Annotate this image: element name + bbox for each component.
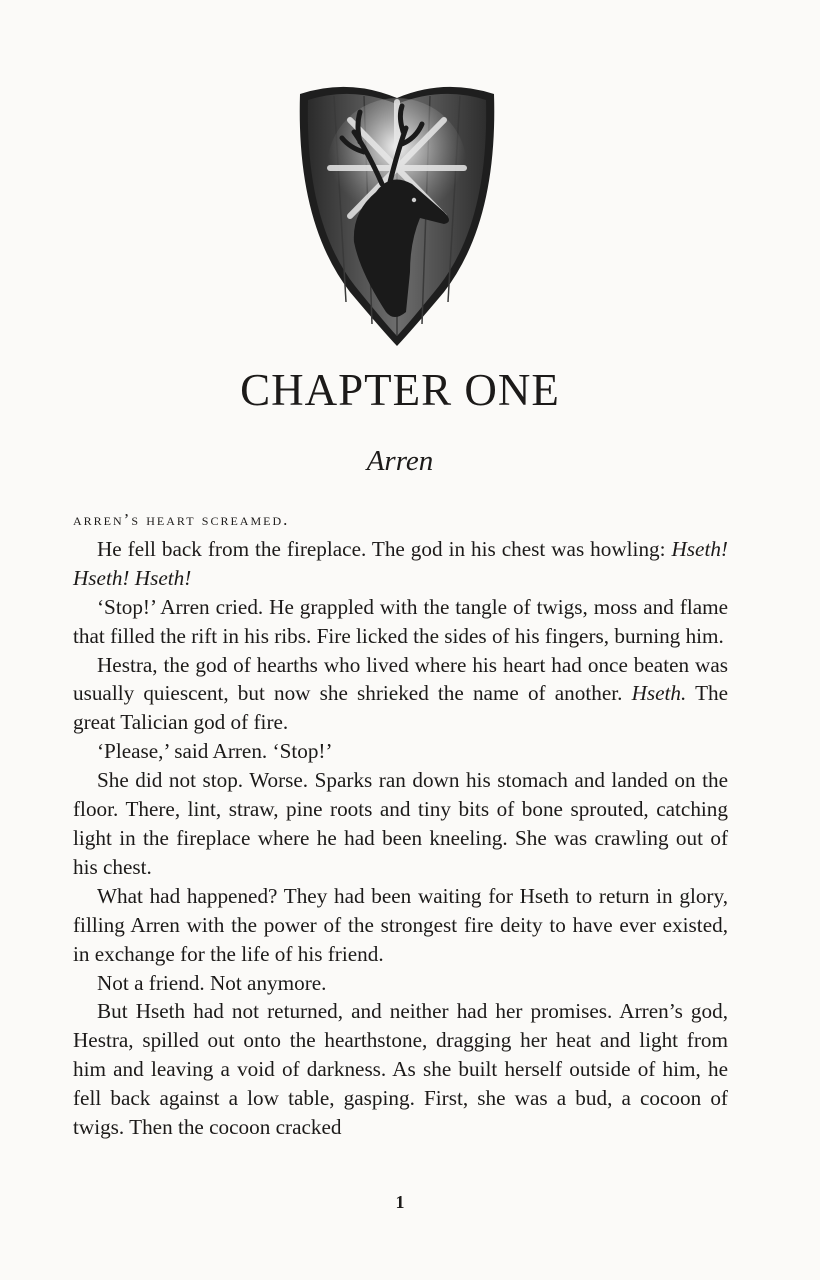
page-number: 1 bbox=[395, 1192, 405, 1212]
paragraph: ‘Stop!’ Arren cried. He grappled with the tangle of twigs, moss and flame that filled the rift in his ribs. Fire licked the sides of his fingers, burning him. bbox=[73, 594, 728, 648]
paragraph: Not a friend. Not anymore. bbox=[97, 970, 327, 995]
paragraph: But Hseth had not returned, and neither had her promises. Arren’s god, Hestra, spilled out onto the hearthstone, dragging her heat and light from him and leaving a void of darkness. As she built herself outside of him, he fell back against a low table, gasping. First, she was a bud, a cocoon of twigs. Then the cocoon cracked bbox=[73, 999, 728, 1140]
paragraph bbox=[73, 651, 728, 738]
paragraph: ‘Please,’ said Arren. ‘Stop!’ bbox=[97, 739, 333, 764]
paragraph-italic: Hseth! Hseth! Hseth! bbox=[73, 536, 728, 590]
stag-shield-crest-icon bbox=[294, 72, 500, 348]
paragraph: She did not stop. Worse. Sparks ran down his stomach and landed on the floor. There, lint, straw, pine roots and tiny bits of bone sprouted, catching light in the fireplace where he had been kneeling. She was crawling out of his chest. bbox=[73, 768, 728, 879]
paragraph bbox=[73, 535, 728, 593]
paragraph-text: He fell back from the fireplace. The god in his chest was howling: bbox=[97, 536, 666, 561]
chapter-body bbox=[73, 506, 728, 1142]
chapter-subtitle: Arren bbox=[366, 445, 434, 477]
opening-line: arren’s heart screamed. bbox=[73, 510, 290, 529]
paragraph-text: Hestra, the god of hearths who lived where his heart had once beaten was usually quiescent, but now she shrieked the name of another. bbox=[73, 652, 728, 706]
paragraph-italic: Hseth. bbox=[631, 681, 687, 706]
paragraph-text: The great Talician god of fire. bbox=[73, 681, 729, 735]
chapter-title: CHAPTER ONE bbox=[240, 365, 560, 415]
paragraph: What had happened? They had been waiting for Hseth to return in glory, filling Arren with the power of the strongest fire deity to have ever existed, in exchange for the life of his friend. bbox=[73, 883, 728, 966]
